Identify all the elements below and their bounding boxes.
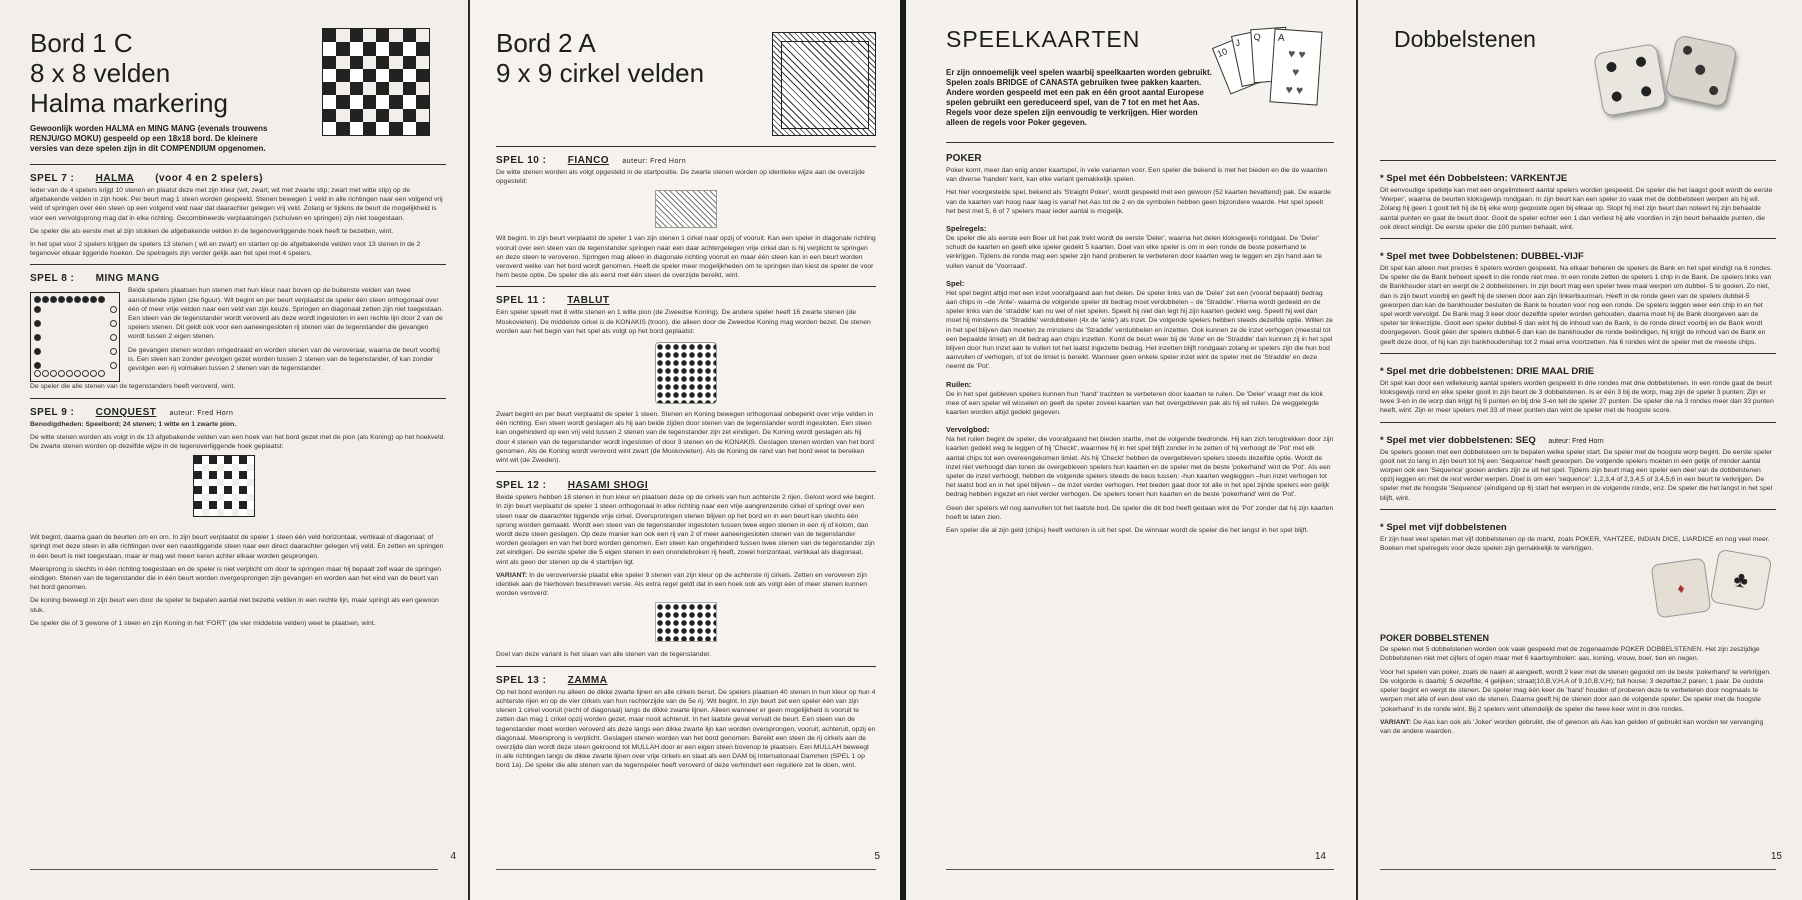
seq-author: auteur: Fred Horn bbox=[1548, 437, 1604, 445]
page4-title-line3: Halma markering bbox=[30, 88, 228, 118]
page4-title-line2: 8 x 8 velden bbox=[30, 58, 171, 88]
spel9-rules bbox=[30, 533, 446, 628]
divider bbox=[30, 264, 446, 265]
footer-line bbox=[946, 869, 1334, 870]
variant-label: VARIANT: bbox=[1380, 718, 1412, 726]
spel10-author: auteur: Fred Horn bbox=[622, 158, 687, 165]
footer-line bbox=[30, 869, 438, 870]
dice-image bbox=[1598, 40, 1758, 120]
hasami-shogi-corner-image bbox=[655, 602, 717, 642]
poker-die-icon: ♣ bbox=[1710, 549, 1773, 612]
page-15 bbox=[1358, 0, 1802, 900]
paragraph: Dit spel kan alleen met precies 6 spelers worden gespeeld. Na elkaar beheren de spelers de Bank en het spel eindigt na 6 rondes. De speler die de Bank beheert speelt in die ronde niet mee. In een ronde zetten de spelers 1 chip in de Bank. De spelers links van de Bankhouder start en werpt de 2 dobbelstenen. In zijn beurt mag een speler twee maal werpen om dubbel- 5 te gooien. Zo niet, dan is zijn beurt voorbij en geeft hij de stenen door aan zijn linkerbuurman. Heeft in de ronde geen van de spelers dubbel-5 geworpen dan kan de bankhouder besluiten de Bank te houden voor nog een ronde. De spelers leggen weer een chip in en het spel wordt vervolgd. De Bank mag 3 keer door dezelfde speler worden gehouden, daarna moet hij de Bank doorgeven aan de speler ter linkerzijde. Gooit een speler dubbel-5 dan wint hij de inhoud van de Bank, is de ronde direct voorbij en de Bank wordt doorgegeven. Gooit géén der spelers dubbel-5 dan kan de bankhouder de ronde beëindigen, hij krijgt de inhoud van de Bank en geeft deze door, of hij kan zijn bankhoudershap tot 2 maal erna voortzetten. Na 6 rondes wint de speler met de meeste chips. bbox=[1380, 265, 1773, 346]
paragraph: Er zijn heel veel spelen met vijf dobbelstenen op de markt, zoals POKER, YAHTZEE, INDIAN DICE, LIARDICE en nog veel meer. Boeken met spelregels voor deze spelen zijn gemakkelijk te verkrijgen. bbox=[1380, 535, 1770, 553]
paragraph: Na het ruilen begint de speler, die voorafgaand het bieden startte, met de volgende biedronde. Hij kan zich terugtrekken door zijn kaarten gedekt weg te leggen of hij 'Checkt', waarmee hij in het spel blijft zonder in te zetten of hij verhoogt de 'Pot' met elk aantal chips tot een overeengekomen limiet. Als hij 'Checkt' hebben de overgebleven spelers steeds dezelfde optie. Wordt de inzet niet verhoogd dan tonen de overgebleven spelers hun kaarten en de speler met de beste 'pokerhand' wint de 'Pot'. Als een speler de inzet verhoogt, hebben de volgende spelers steeds de keus tussen: -hun kaarten wegleggen –hun inzet verhogen tot het laatst bod en in het spel blijven – de inzet verder verhogen. Het bieden gaat door tot alle in het spel zijnde spelers een gelijk bedrag hebben ingezet en niet verder verhogen. De spelers tonen hun kaarten en de beste 'pokerhand' wint de 'Pot'. bbox=[946, 436, 1334, 499]
paragraph: Zwart begint en per beurt verplaatst de speler 1 steen. Stenen en Koning bewegen orthogonaal onbeperkt over vrije velden in één richting. Een steen wordt geslagen als hij aan beide zijden door stenen van de tegenstander wordt ingesloten. Een steen kan ongehinderd op een vrij veld tussen 2 stenen van de tegenstander zijn zet eindigen. De Koning wordt geslagen als hij door 4 stenen van de tegenstander wordt ingesloten of door 3 stenen en de KONAKIS. Geslagen stenen worden van het bord genomen. Als de Koning wordt verovord wint zwart (de Moskovieten). Als de Koning de rand van het bord weet te bereiken wint wit (de Zweden). bbox=[496, 411, 874, 465]
poker-body bbox=[946, 166, 1334, 216]
spel7-players: (voor 4 en 2 spelers) bbox=[155, 173, 263, 184]
paragraph: Het hier voorgestelde spel, bekend als 'Straight Poker', wordt gespeeld met een gewoon (52 kaarten bevattend) pak. De waarde van de kaarten van hoog naar laag is vanaf het Aas tot de 2 en de symbolen hebben geen bijzondere waarde. Het spel speelt het best met 5, 6 of 7 spelers maar ieder aantal is mogelijk. bbox=[946, 189, 1331, 215]
fianco-setup-image bbox=[655, 190, 717, 228]
spel9-body bbox=[30, 420, 446, 452]
heading-ruilen: Ruilen: bbox=[946, 379, 972, 389]
paragraph: De witte stenen worden als volgt in de 13 afgebakende velden van een hoek van het bord gezet met de pion (als Koning) op het hoekveld. De zwarte stenen worden op dezelfde wijze in de tegenoverliggende hoek geplaatst: bbox=[30, 433, 446, 451]
page4-intro: Gewoonlijk worden HALMA en MING MANG (evenals trouwens RENJU/GO MOKU) gespeeld op een 18x18 bord. De kleinere versies van deze spelen zijn in dit COMPENDIUM opgenomen. bbox=[30, 124, 268, 153]
page5-title-line2: 9 x 9 cirkel velden bbox=[496, 58, 705, 88]
page-number: 4 bbox=[450, 851, 456, 862]
spel8-body bbox=[30, 286, 446, 382]
spel7-body bbox=[30, 186, 446, 258]
spel10-name: FIANCO bbox=[567, 155, 610, 166]
paragraph: De koning beweegt in zijn beurt een door de speler te bepalen aantal niet bezette velden in een rechte lijn, maar springt als een gewoon stuk. bbox=[30, 597, 439, 614]
spel8-label: SPEL 8 : bbox=[30, 273, 75, 285]
spel11-title bbox=[496, 295, 876, 306]
tablut-setup-image bbox=[655, 342, 717, 404]
paragraph: De spelers gooien met een dobbelsteen om te bepalen welke speler start. De speler met de hoogste worp begint. De eerste speler gooit net zo lang in zijn beurt tot hij een 'Sequence' heeft geworpen. De volgende spelers moeten in een gelijk of minder aantal worpen ook een 'Sequence' gooien anders zijn ze uit het spel. Tijdens zijn beurt mag een speler een deel van de dobbelstenen opzij leggen en met de rest verder werpen. Doel is om een 'sequence': 1,2,3,4 of 2,3,4,5 of 3,4,5,6 in een beurt te verkrijgen. De speler met de hoogste 'Sequence' (eindigend op 6) start het werpen in de volgende ronde, enz. De speler die het langst in het spel blijft, wint. bbox=[1380, 448, 1773, 502]
page-4 bbox=[0, 0, 468, 900]
paragraph: Eén speler speelt met 8 witte stenen en 1 witte pion (de Zweedse Koning). De andere speler heeft 16 zwarte stenen (de Moskovieten). De middelste cirkel is de KONAKIS (troon), die alleen door de Zweedse Koning mag worden bezet. De stenen worden aan het begin van het spel als volgt op het bord geplaatst: bbox=[496, 309, 871, 335]
paragraph: Wit begint. In zijn beurt verplaatst de speler 1 van zijn stenen 1 cirkel naar opzij of vooruit. Kan een speler in diagonale richting vooruit over een steen van de tegenstander springen naar een daar achtergelegen vrije cirkel dan is hij verplicht te springen en deze steen te veroveren. Springen mag alleen in diagonale richting vooruit en maar één steen kan in een beurt worden veroverd welke van het bord wordt genomen. Heeft de speler meer mogelijkheden om te springen dan kiest de speler de voor hem beste optie. De speler die als eerst met één steen de overzijde bereikt, wint. bbox=[496, 235, 876, 280]
spel12-body bbox=[496, 493, 876, 598]
spel9-title bbox=[30, 407, 446, 418]
spel9-label: SPEL 9 : bbox=[30, 406, 75, 418]
poker-title: POKER bbox=[946, 153, 982, 164]
card-rank: A bbox=[1277, 32, 1286, 45]
paragraph: Dit eenvoudige spelletje kan met een ongelimiteerd aantal spelers worden gespeeld. De speler die het laagst gooit wordt de eerste 'Werper', waarna de beurten kloksgewijs rondgaan. In zijn beurt kan een speler zo vaak met de dobbelsteen werpen als hij wil. Zolang hij geen 1 gooit telt hij de bij elke worp geqooide ogen bij elkaar op. Stopt hij met zijn beurt dan noteert hij zijn behaalde aantal punten en gaat de beurt door. Gooit de speler echter een 1 dan verliest hij alle voordien in zijn beurt behaalde punten, die ook direct eindigt. De eerste speler die 100 punten behaalt, wint. bbox=[1380, 187, 1773, 231]
paragraph: In het spel voor 2 spelers krijgen de spelers 13 stenen ( wit en zwart) en starten op de afgebakende velden voor 13 stenen in de 2 tegenover elkaar liggende hoeken. De spelregels zijn verder gelijk aan het spel met 4 spelers. bbox=[30, 241, 421, 258]
spel12-title bbox=[496, 480, 876, 491]
spel7-title bbox=[30, 173, 446, 184]
divider bbox=[1380, 509, 1776, 510]
varkentje-title: * Spel met één Dobbelsteen: VARKENTJE bbox=[1380, 173, 1568, 184]
paragraph: De speler die of 3 gewone of 1 steen en zijn Koning in het 'FORT' (de vier middelste velden) weet te plaatsen, wint. bbox=[30, 619, 376, 627]
divider bbox=[1380, 160, 1776, 161]
paragraph: Dit spel kan door een willekeurig aantal spelers worden gespeeld in drie rondes met drie dobbelstenen. In een ronde gaat de beurt kloksgewijs rond en elke speler gooit in zijn beurt de 3 dobbelstenen. Is er één 3 bij de worp, mag zijn de speler 3 punten; Zijn er twee 3-en in de worp dan krijgt hij 9 punten en bij drie 3-en telt de speler 27 punten. De speler die na 3 rondes meer dan 33 punten heeft, wint. Zijn er meer spelers met 33 of meer punten dan wint de speler met de hoogste score. bbox=[1380, 379, 1774, 415]
paragraph: Ieder van de 4 spelers krijgt 10 stenen en plaatst deze met zijn kleur (wit, zwart; wit met zwarte stip; zwart met witte stip) op de afgebakende velden in zijn hoek. Per beurt mag 1 steen worden gespeeld. Stenen bewegen 1 veld in alle richtingen naar een volgend vrij veld of springen over één steen op een volgend veld naar dat daarachter gelegen vrij veld. Zolang er tijdens de beurt de mogelijkheid is voor een vervolgsprong mag dat in elke richting. Gecombineerde verplaatsingen (schuiven en springen) zijn niet toegestaan. bbox=[30, 187, 443, 222]
spel11-label: SPEL 11 : bbox=[496, 295, 546, 307]
page-number: 5 bbox=[874, 851, 880, 862]
paragraph: De speler die alle stenen van de tegenstanders heeft veroverd, wint. bbox=[30, 383, 236, 391]
dubbel-vijf-title: * Spel met twee Dobbelstenen: DUBBEL-VIJF bbox=[1380, 251, 1584, 263]
spel9-name: CONQUEST bbox=[95, 406, 157, 418]
poker-dice-body bbox=[1380, 645, 1776, 736]
paragraph: Een speler die al zijn geld (chips) heeft verloren is uit het spel. De winnaar wordt de speler die het langst in het spel blijft. bbox=[946, 527, 1309, 535]
paragraph: De speler die als eerste een Boer uit het pak trekt wordt de eerste 'Deler', waarna het delen kloksgewijs rondgaat. De 'Deler' schudt de kaarten en geeft elke speler gedekt 5 kaarten. Doel van elke speler is om in een ronde de beste pokerhand te verkrijgen. Tijdens de ronde mag een speler zijn hand proberen te verbeteren door kaarten weg te leggen en zijn hand aan te vullen vanuit de 'Voorraad'. bbox=[946, 235, 1322, 270]
vervolgbod-body bbox=[946, 435, 1334, 535]
page-number: 15 bbox=[1770, 851, 1782, 862]
page14-intro: Er zijn onnoemelijk veel spelen waarbij speelkaarten worden gebruikt. Spelen zoals BRIDGE of CANASTA gebruiken twee pakken kaarten. Andere worden gespeeld met een pak en één groot aantal Europese spelen gebruikt een gereduceerd spel, van de 7 tot en met het Aas. Regels voor deze spelen zijn eenvoudig te verkrijgen. Hier worden alleen de regels voor Poker gegeven. bbox=[946, 68, 1212, 127]
divider bbox=[1380, 353, 1776, 354]
page14-title: SPEELKAARTEN bbox=[946, 26, 1141, 52]
spel12-name: HASAMI SHOGI bbox=[567, 480, 649, 492]
page15-title: Dobbelstenen bbox=[1394, 26, 1536, 52]
divider bbox=[496, 146, 876, 147]
paragraph: Voor het spelen van poker, zoals de naam al aangeeft, wordt 2 keer met de stenen gegooid om de beste 'pokerhand' te verkrijgen. De volgorde is daarbij: 5 dezelfde; 4 gelijken; straat(10,B,V,H,A of 9,10,B,V,H); full house; 3 dezelfde;2 paren; 1 paar. De oudste speler begint en werpt de stenen. De speler mag één keer de 'hand' houden of proberen deze te verbeteren door nogmaals te werpen met alle of een deel van de stenen. Daarna geeft hij de stenen door aan de volgende speler. De speler met de hoogste 'pokerhand' in de ronde wint. Bij 2 spelers wint uiteindelijk de speler die twee keer wint in drie rondes. bbox=[1380, 668, 1772, 713]
card bbox=[1269, 28, 1322, 105]
circle-board-9x9-image bbox=[772, 32, 876, 136]
paragraph: Poker komt, meer dan enig ander kaartspel, in vele varianten voor. Een speler die bekend is met het bieden en die de waarden van diverse 'handen' kent, kan elke variant gemakkelijk spelen. bbox=[946, 167, 1328, 184]
drie-maal-drie-title: * Spel met drie dobbelstenen: DRIE MAAL DRIE bbox=[1380, 365, 1595, 377]
heading-vervolgbod: Vervolgbod: bbox=[946, 425, 990, 435]
divider bbox=[496, 471, 876, 472]
vijf-dobbelstenen-title: * Spel met vijf dobbelstenen bbox=[1380, 521, 1507, 533]
spel13-name: ZAMMA bbox=[567, 674, 608, 686]
paragraph: De in het spel gebleven spelers kunnen hun 'hand' trachten te verbeteren door kaarten te ruilen. De 'Deler' vraagt met de klok mee of een speler wil wisselen en geeft de speler zoveel kaarten van het overgebleven pak als hij wil ruilen. De weggelegde kaarten worden altijd gedekt gegeven. bbox=[946, 390, 1323, 417]
checkerboard-8x8-image bbox=[322, 28, 430, 136]
poker-die-icon: ♦ bbox=[1651, 558, 1712, 619]
heading-spelregels: Spelregels: bbox=[946, 224, 987, 234]
paragraph: De speler die als eerste met al zijn stukken de afgebakende velden in de tegenoverliggende hoek heeft te bezetten, wint. bbox=[30, 227, 394, 235]
spel7-name: HALMA bbox=[95, 173, 134, 184]
paragraph: Meersprong is slechts in één richting toegestaan en de speler is niet verplicht om door te springen maar hij bepaalt zelf waar de springen eindigen. Stenen van de tegenstander die in één beurt worden overgesprongen zijn gevangen en worden aan het eind van de beurt van het bord genomen. bbox=[30, 565, 442, 592]
spel8-title bbox=[30, 273, 446, 284]
page-number: 14 bbox=[1314, 851, 1326, 862]
spel11-name: TABLUT bbox=[567, 295, 610, 307]
card: Q bbox=[1250, 27, 1290, 83]
paragraph: Geen der spelers wil nog aanvullen tot het laatste bod. De speler die dit bod heeft gedaan wint de 'Pot' zonder dat hij zijn kaarten hoeft te laten zien. bbox=[946, 504, 1334, 521]
card: J bbox=[1231, 29, 1275, 87]
seq-title bbox=[1380, 435, 1776, 446]
conquest-board-image bbox=[193, 455, 255, 517]
divider bbox=[496, 286, 876, 287]
spel10-title bbox=[496, 155, 876, 166]
divider bbox=[946, 142, 1334, 143]
spel8-name: MING MANG bbox=[95, 273, 160, 285]
ming-mang-board-image bbox=[30, 292, 120, 382]
heart-pips-icon: ♥ ♥ ♥ ♥ ♥ bbox=[1285, 46, 1307, 98]
spel9-author: auteur: Fred Horn bbox=[169, 409, 234, 417]
divider bbox=[496, 666, 876, 667]
card: 10 bbox=[1212, 35, 1262, 94]
divider bbox=[1380, 422, 1776, 423]
heading-spel: Spel: bbox=[946, 278, 965, 288]
variant-text: De Aas kan ook als 'Joker' worden gebruikt, die of gewoon als Aas kan gelden of gebruikt kan worden ter vervanging van de andere waarden. bbox=[1380, 718, 1764, 735]
paragraph: Wit begint, daarna gaan de beurten om en om. In zijn beurt verplaatst de speler 1 steen één veld horizontaal, vertikaal of diagonaal; of springt met deze steen in alle richtingen over een naastliggende steen naar een direct daarachter gelegen vrij veld. En zetten en springen in één beurt is niet toegestaan, maar er mag wel meerr keren achter elkaar worden gesprongen. bbox=[30, 534, 444, 560]
page-14 bbox=[906, 0, 1356, 900]
die-icon bbox=[1593, 43, 1667, 117]
page-5 bbox=[470, 0, 900, 900]
paragraph: De spelen met 5 dobbelstenen worden ook vaak gespeeld met de zogenaamde POKER DOBBELSTENEN. Het zijn zeszijdige Dobbelstenen niet met cijfers of ogen maar met 6 kaartsymbolen: aas, koning, vrouw, boer, tien en negen. bbox=[1380, 646, 1760, 663]
die-icon bbox=[1664, 34, 1738, 108]
playing-cards-image bbox=[1215, 26, 1330, 126]
spel12-label: SPEL 12 : bbox=[496, 480, 547, 492]
spel10-label: SPEL 10 : bbox=[496, 155, 547, 166]
poker-dice-title: POKER DOBBELSTENEN bbox=[1380, 633, 1490, 644]
spel7-label: SPEL 7 : bbox=[30, 173, 75, 184]
spel9-requirements: Benodigdheden: Speelbord; 24 stenen; 1 witte en 1 zwarte pion. bbox=[30, 420, 237, 428]
footer-line bbox=[1380, 869, 1776, 870]
poker-dice-image bbox=[1380, 553, 1776, 623]
variant-label: VARIANT: bbox=[496, 571, 528, 579]
divider bbox=[30, 164, 446, 165]
seq-title-text: * Spel met vier dobbelstenen: SEQ bbox=[1380, 434, 1536, 446]
paragraph: Beide spelers hebben 18 stenen in hun kleur en plaatsen deze op de cirkels van hun achterste 2 rijen. Geloot word wie begint. In zijn beurt verplaatst de speler 1 steen orthogonaal in elke richting naar een vrije aangrenzende cirkel of springt over een steen naar de daarachter liggende vrije cirkel. Overspronngen stenen blijven op het bord en in een beurt kan slechts één sprong worden gemaakt. Wordt een steen van de tegenstander ingesloten tussen twee eigen stenen in een rij of kolom, dan wordt deze steen geslagen. Op deze manier kan ook een rij van 2 of meer aaneengesloten stenen van de tegenstander worden geslagen en van het bord worden genomen. Een steen kan ongehinderd tussen twee stenen van de tegenstander zijn zet eindigen. De eerste speler die 5 eigen stenen in een onondebroken rij heeft, zowel horizontaal, vertikaal als diagonaal, wint als geen der stenen op de 4 startrijen ligt. bbox=[496, 494, 876, 566]
paragraph: De gevangen stenen worden omgedraaid en worden stenen van de veroveraar, waarna de beurt voorbij is. Een steen kan zonder gevolgen gezet worden tussen 2 stenen van de tegenstander, of kan zonder gevolgen een rij volmaken tussen 2 stenen van de tegenstander. bbox=[128, 346, 440, 373]
paragraph: Doel van deze variant is het slaan van alle stenen van de tegenstander. bbox=[496, 651, 712, 659]
paragraph: Het spel begint altijd met een inzet voorafgaand aan het delen. De speler links van de 'Deler' zet een (vooraf bepaald) bedrag aan chips in –de 'Ante'- waarna de volgende speler dit bedrag moet verdubbelen – de 'Straddle'. Hierna wordt gedeeld en de speler links van de 'straddle' kan nu wel of niet spelen. Speelt hij niet dan legt hij zijn kaarten gedekt weg. Speelt hij wel dan moet hij minstens de 'Straddle' verdubbelen (4x de 'ante') als inzet. De volgende spelers hebben steeds dezelfde optie. Willen ze in het spel blijven dan moeten ze minstens de 'Straddle' verdubbelen en inzetten. Ook kunnen ze de inzet verhogen (meestal tot een bepaalde limiet) en dit bedrag aan chips inzetten. Komt de beurt weer bij de 'Ante' en de 'Straddle' dan kunnen zij in het spel blijven door hun inzet aan te vullen tot het laatst ingezette bedrag. Het inzetten blijft rondgaan zolang er spelers zijn die hun bod aanvullen of verhogen, of tot de limiet is bereikt. Wanneer geen enkele speler inzet wint de speler met de 'Straddle' en deze neemt de 'Pot'. bbox=[946, 289, 1333, 371]
paragraph: Beide spelers plaatsen hun stenen met hun kleur naar boven op de buitenste velden van twee aansluitende zijden (zie figuur). Wit begint en per beurt verplaatst de speler één steen orthogonaal over één of meer vrije velden naar een veld van zijn keuze. Springen en diagonaal zetten zijn niet toegestaan. Een steen van de tegenstander wordt veroverd als deze wordt ingesloten in een rechte lijn door 2 van de spelers stenen. Dit geldt ook voor een aaneengesloten rij stenen van de tegenstander die gevangen wordt tussen 2 eigen stenen. bbox=[128, 287, 444, 341]
spel13-title bbox=[496, 675, 876, 686]
divider bbox=[1380, 238, 1776, 239]
spel13-label: SPEL 13 : bbox=[496, 674, 547, 686]
variant-text: In de veroverversie plaatst elke speler 9 stenen van zijn kleur op de achterste rij cirkels. Zetten en veroveren zijn identiek aan de hierboven beschreven versie. Als extra regel geldt dat in een hoek ook als volgt één of meer stenen kunnen worden veroverd: bbox=[496, 571, 868, 598]
divider bbox=[30, 398, 446, 399]
paragraph: De witte stenen worden als volgt opgesteld in de startpositie. De zwarte stenen worden op identieke wijze aan de overzijde opgesteld: bbox=[496, 169, 865, 186]
footer-line bbox=[496, 869, 876, 870]
page4-title-line1: Bord 1 C bbox=[30, 28, 133, 58]
page5-title-line1: Bord 2 A bbox=[496, 28, 596, 58]
paragraph: Op het bord worden nu alleen de dikke zwarte lijnen en alle cirkels benut. De spelers plaatsen 40 stenen in hun kleur op hun 4 achterste rijen en op de vier cirkels van hun rechterzijde van de 5e rij. Wit begint. In zijn beurt zet een speler één van zijn stenen 1 cirkel vooruit (recht of diagonaal) langs de dikke zwarte lijnen. Alleen wanneer er geen mogelijkheid is vooruit te zetten dan mag 1 cirkel opzij worden gezet, maar nooit achteruit. In het laatste geval vervalt de beurt. Een steen van de tegenstander moet worden veroverd als deze langs een dikke zwarte lijn kan worden oversprongen, vooruit, achteruit, opzij en diagonaal. Meersprong is verplicht. Geslagen stenen worden van het bord genomen. Bereikt een steen de rij cirkels aan de overzijde dan wordt deze steen gekroond tot MULLAH door er een eigen steen bovenop te plaatsen. Een MULLAH beweegt in alle richtingen langs de dikke zwarte lijnen over vrije cirkels en slaat als een DAM bij Internationaal Dammen (SPEL 1 op bord 1a). De speler die alle stenen van de tegenspeler heeft veroverd of deze verhindert een reguliere zet te doen, wint. bbox=[496, 688, 876, 770]
